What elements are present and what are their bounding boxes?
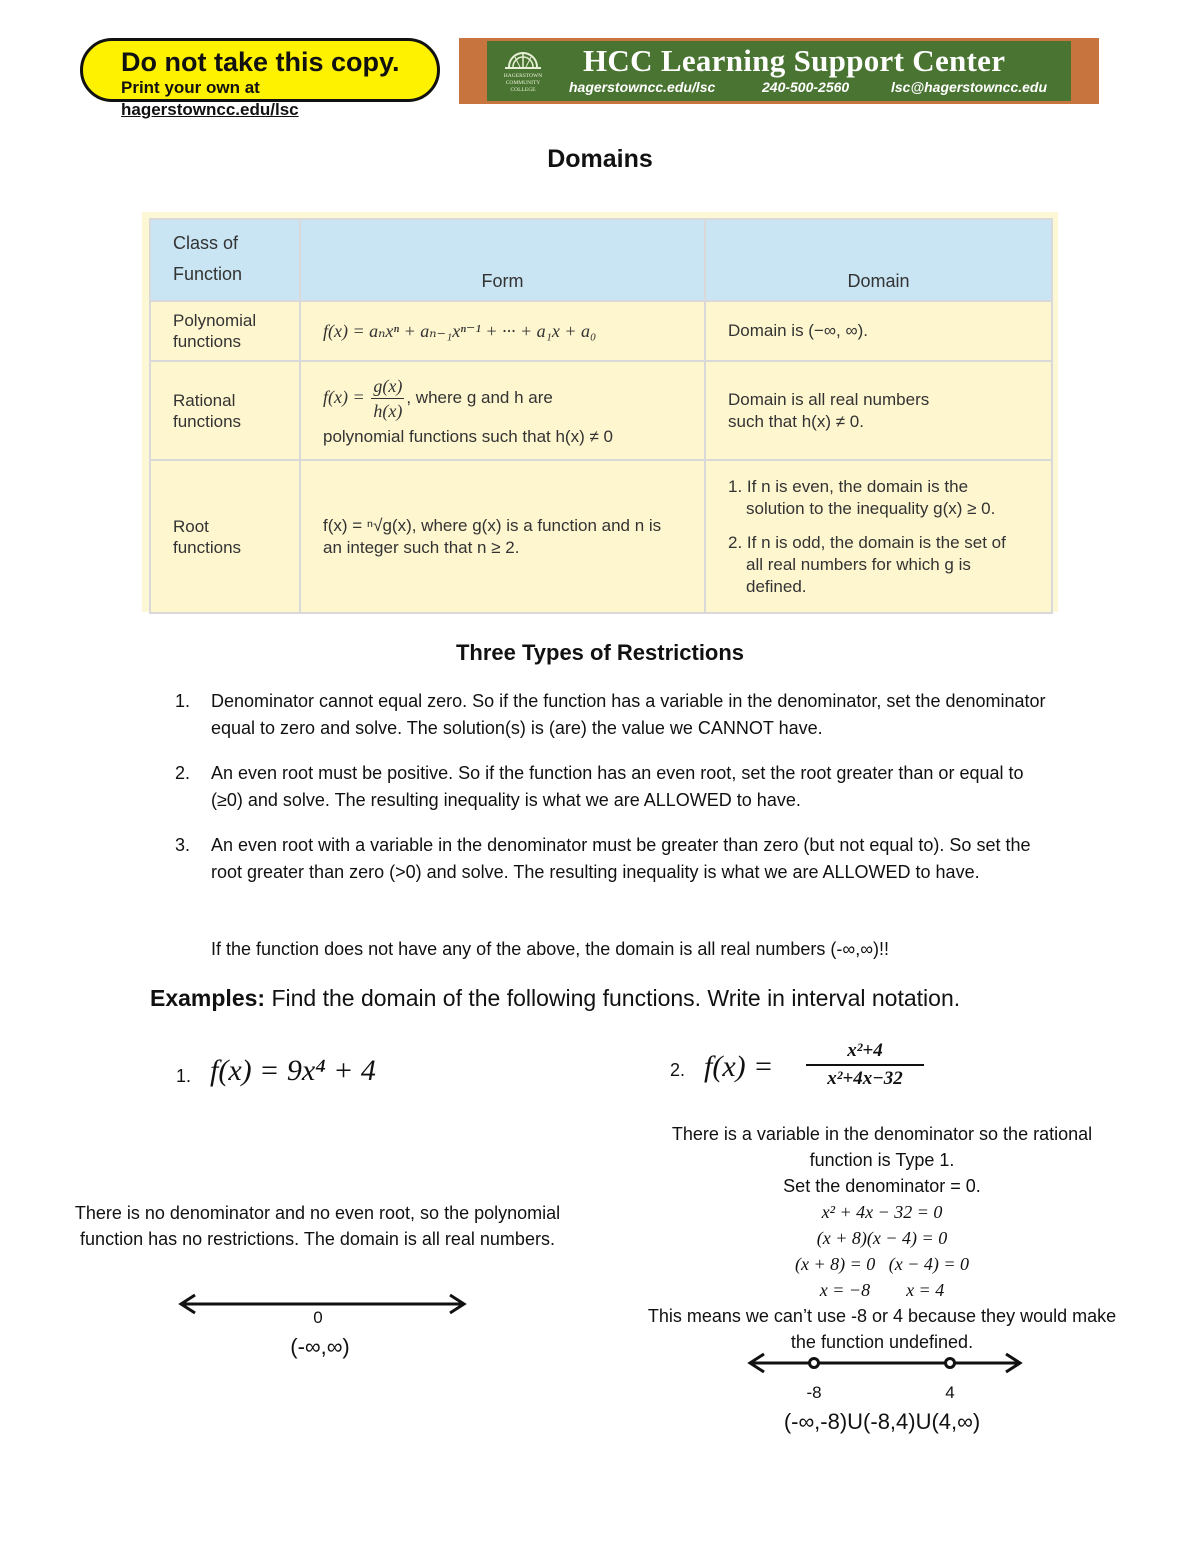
banner-title: HCC Learning Support Center [583,43,1006,78]
row-class: Rational functions [150,361,300,460]
row-form: f(x) = aₙxⁿ + aₙ₋₁xⁿ⁻¹ + ··· + a₁x + a₀ [300,301,705,361]
notice-subtitle [121,77,437,121]
examples-heading: Examples: Find the domain of the following functions. Write in interval notation. [150,985,961,1011]
example-1-number: 1. [176,1066,192,1086]
row-domain: 1. If n is even, the domain is the solution to the inequality g(x) ≥ 0. 2. If n is odd, the domain is the set of all real numbers for which g is defined. [705,460,1052,613]
example-2-lhs: f(x) = [704,1050,774,1083]
open-dot-4 [944,1357,956,1369]
domain-table [149,218,1053,614]
banner-email[interactable]: lsc@hagerstowncc.edu [891,79,1048,95]
row-class: Root functions [150,460,300,613]
number-line-2-label-b: 4 [945,1383,955,1402]
svg-text:COMMUNITY: COMMUNITY [505,80,541,86]
list-item: 2. An even root must be positive. So if the function has an even root, set the root greater than or equal to (≥0) and solve. The resulting inequality is what we are ALLOWED to have. [175,763,1024,810]
row-class: Polynomial functions [150,301,300,361]
copy-notice [80,38,440,119]
svg-text:HAGERSTOWN: HAGERSTOWN [503,73,543,79]
number-line-1-label: 0 [313,1308,323,1327]
example-2-explanation [640,1121,1124,1355]
header-class: Class of Function [150,219,300,301]
example-2-step-3: (x + 8) = 0 (x − 4) = 0 [794,1254,970,1274]
example-1-function: f(x) = 9x⁴ + 4 [210,1054,376,1087]
svg-text:COLLEGE: COLLEGE [510,87,536,93]
banner-phone: 240-500-2560 [762,79,850,95]
list-item: 1. Denominator cannot equal zero. So if the function has a variable in the denominator, set the denominator equal to zero and solve. The solution(s) is (are) the value we CANNOT have. [175,691,1046,738]
example-2-numerator: x²+4 [806,1040,924,1066]
row-domain: Domain is all real numbers such that h(x) ≠ 0. [705,361,1052,460]
table-row [150,301,1052,361]
college-logo [493,45,553,97]
example-2-number: 2. [670,1060,686,1080]
notice-link[interactable]: hagerstowncc.edu/lsc [121,100,299,119]
list-item: 3. An even root with a variable in the denominator must be greater than zero (but not equal to). So set the root greater than zero (>0) and solve. The resulting inequality is what we are ALLOWED to have. [175,835,1031,882]
lsc-banner [459,38,1099,104]
table-row [150,361,1052,460]
domain-table-panel [142,212,1058,612]
row-form: f(x) = ⁿ√g(x), where g(x) is a function and n is an integer such that n ≥ 2. [300,460,705,613]
number-line-2-label-a: -8 [806,1383,822,1402]
header-form: Form [300,219,705,301]
page-title: Domains [547,145,653,173]
example-1-explanation: There is no denominator and no even root, so the polynomial function has no restrictions. The domain is all real numbers. [74,1203,561,1249]
example-1-answer: (-∞,∞) [290,1334,350,1359]
example-2-fraction [806,1040,924,1090]
row-form: f(x) = $\frac{g(x)}{h(x)}$ , where g and h are polynomial functions such that h(x) ≠ 0 [300,361,705,460]
example-2-answer: (-∞,-8)U(-8,4)U(4,∞) [783,1409,981,1434]
table-header-row [150,219,1052,301]
example-2-conclusion: This means we can’t use -8 or 4 because they would make the function undefined. [647,1306,1117,1352]
header-domain: Domain [705,219,1052,301]
example-2-denominator: x²+4x−32 [827,1068,903,1089]
example-2-step-2: (x + 8)(x − 4) = 0 [816,1228,948,1248]
banner-website[interactable]: hagerstowncc.edu/lsc [569,79,716,95]
notice-title: Do not take this copy. [121,47,400,77]
open-dot-neg8 [808,1357,820,1369]
number-line-2 [744,1351,1026,1377]
table-row [150,460,1052,613]
example-2-step-1: x² + 4x − 32 = 0 [821,1202,943,1222]
row-domain: Domain is (−∞, ∞). [705,301,1052,361]
notice-prefix: Print your own at [121,78,260,97]
example-2-set-denominator: Set the denominator = 0. [783,1176,981,1196]
example-2-step-4: x = −8 x = 4 [819,1280,945,1300]
default-domain-note: If the function does not have any of the above, the domain is all real numbers (-∞,∞)!! [211,939,890,959]
restrictions-heading: Three Types of Restrictions [455,640,745,665]
example-2-explanation-text: There is a variable in the denominator so the rational function is Type 1. [671,1124,1093,1170]
restrictions-list [175,688,1055,904]
